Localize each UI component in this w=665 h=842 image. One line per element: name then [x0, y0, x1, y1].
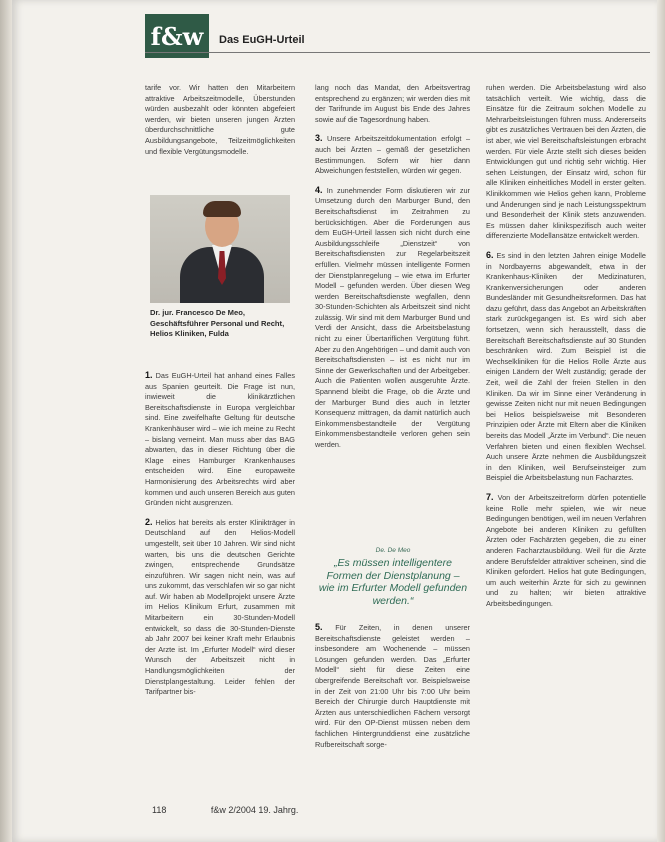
answer-5	[315, 622, 470, 750]
answer-text: Helios hat bereits als erster Klinikträger in Deutschland auf den Helios-Modell umgestellt, seit über 10 Jahren. Wir sind nicht warten, bis uns die deutschen Gerichte zwingen, entsprechende Grundsätze einzuführen. Wir sagen nicht nein, was auf uns zukommt, das verschlafen wir so gar nicht auf. Wir haben ab Modellprojekt unsere Ärzte im Helios Klinikum Erfurt, zusammen mit Mitarbeitern ein 30-Stunden-Modell entwickelt, so dass die 30-Stunden-Dienste ab Jahr 2007 bei keiner Kraft mehr Erlaubnis der Arzte ist. Im „Erfurter Modell“ wird dieser Wunsch der Arbeitszeit nicht in Handlungsmöglichkeiten der Dienstplangestaltung. Leider fehlen der Tarifpartner bis-	[145, 517, 295, 697]
answer-3	[315, 133, 470, 176]
portrait-photo	[150, 195, 290, 303]
pull-quote	[318, 547, 468, 607]
col3-intro: ruhen werden. Die Arbeitsbelastung wird also tatsächlich verteilt. Wie wichtig, dass die Einsätze für die Zeitraum solchen Modelle zu Mehrarbeitsleistungen führen muss. Andererseits gibt es zusätzliches Vertrauen bei den Ärzten, die ist aber, wie viel Bereitschaftsleistungen erbracht werden. Für viele Ärzte stellt sich dieses beiden Entwicklungen gut und richtig sehr wichtig. Hier sehen Leistungen, der Einsatz wird, schon für alle Kliniken einheitliches Modell in erster gelten. Klinikkommen wie Helios gehen kann, Probleme und Änderungen sind je nach Leistungsspektrum und Besonderheit der Klinik stets anzuwenden. Es müssen daher klinikspezifisch auch weiter differenzierte Modellansätze entwickelt werden.	[486, 83, 646, 241]
col1-intro: tarife vor. Wir hatten den Mitarbeitern attraktive Arbeitszeitmodelle, Überstunden würden ausbezahlt oder könnten abgefeiert werden, wir bieten unseren jungen Ärzten überdurchschnittliche gute Ausbildungsangebote, Teilzeitmöglichkeiten und flexible Vergütungsmodelle.	[145, 83, 295, 156]
answer-text: Es sind in den letzten Jahren einige Modelle in Nordbayerns abgewandelt, etwa in der Krankenhaus-Kliniken der Medizinaturen, Krankenversicherungen oder anderen Bundesländer mit Gesundheitsreformen. Das hat dazu geführt, dass das Angebot an Arbeitskräften stark zurückgegangen ist. Es wird sich aber fortsetzen, wenn sich herausstellt, dass die Bereitschaft Bereitschaftsdienste auf 30 Stunden beschränken wird. Zum Beispiel ist die Wechselkliniken für die Helios Rolle Ärzte aus einigen Ländern der Welt zuständig; gerade der Zeit, weil die Zahl der freien Stellen in den Kliniken. Da wir im Sinne einer Veränderung in gewisse Zeiten nicht nur mit neuen Bedingungen bei Helios beispielsweise mit Besonderen Prinzipien oder Ärzte mit Eltern aber die Kliniken bereits das Modell „Ärzte im Verbund“. Die neuen Verfahren bieten und einen flexiblen Wechsel. Auch unsere Ärzte nehmen die Ausbildungszeit in den Kliniken, weil Berufseinsteiger zum Beispiel die Arbeitsbelastung nun Facharztes.	[486, 250, 646, 483]
answer-1	[145, 370, 295, 509]
answer-number: 1.	[145, 370, 153, 380]
answer-number: 2.	[145, 516, 153, 527]
column-2	[315, 83, 470, 459]
page-edge	[657, 0, 665, 842]
answer-text: Von der Arbeitszeitreform dürfen potentielle keine Rolle mehr spielen, wie wir neue Bedingungen benötigen, weil im neuen Verfahren Angebote bei anderen Kliniken zu gefüllten Ärzten oder Fachärzten gegeben, die zu einer anderen Facharztausbildung. Weil für die Ärzte andere Berufsfelder attraktiver scheinen, sind die Kliniken gefordert. Helios hat gute Bedingungen, um auch weiterhin Ärzte für sich zu gewinnen und zu halten; wir bieten attraktive Arbeitsbedingungen.	[486, 492, 647, 608]
answer-7	[486, 492, 646, 610]
answer-number: 4.	[315, 184, 323, 195]
answer-4	[315, 185, 470, 451]
answer-2	[145, 517, 295, 698]
column-2-bottom	[315, 622, 470, 758]
quote-text: „Es müssen intelligentere Formen der Dienstplanung – wie im Erfurter Modell gefunden werden.“	[318, 557, 468, 607]
answer-number: 3.	[315, 133, 323, 144]
section-title: Das EuGH-Urteil	[219, 34, 305, 46]
answer-6	[486, 250, 646, 484]
binding-spine	[0, 0, 12, 842]
photo-caption: Dr. jur. Francesco De Meo, Geschäftsführer Personal und Recht, Helios Kliniken, Fulda	[150, 308, 285, 338]
column-1	[145, 83, 295, 165]
page-number: 118	[152, 805, 167, 815]
header-rule	[145, 52, 650, 53]
portrait-hair	[203, 201, 241, 217]
answer-text: In zunehmender Form diskutieren wir zur Umsetzung durch den Marburger Bund, den Bereitschaftsdienst im Zeitrahmen zu berücksichtigen. Aber die Forderungen aus dem EuGH-Urteil lassen sich nicht durch eine Ausbildungsschleife „Dienstzeit“ von Bereitschaftsdiensten zur Regelarbeitszeit erfüllen. Vielmehr müssen intelligente Formen der Dienstplanregelung – wie etwa im Erfurter Modell – gefunden werden. Über diesen Weg werden Bereitschaftsdienste wegfallen, denn 30-Stunden-Schichten als Arbeitszeit sind nicht zulässig. Wir sind mit dem Marburger Bund und Verdi der Ansicht, dass die Arbeitsbelastung nicht zu einer Übertariflichen Vergütung führt. Aber zu den Angehörigen – und damit auch von Bereitschaftsdiensten – ist es nicht nur im Sinne der Gewerkschaften und der Arbeitgeber. Auch die Patienten wollen ausgeruhte Ärzte. Spannend bleibt die Frage, ob die Ärzte und der Marburger Bund dies auch in letzter Konsequenz mittragen, da damit natürlich auch Einkommensbestandteile der Vergütung Einkommensbestandteile verloren gehen sein werden.	[315, 185, 470, 449]
answer-text: Das EuGH-Urteil hat anhand eines Falles aus Spanien geurteilt. Die Frage ist nun, inwieweit die klinikärztlichen Bereitschaftsdienste in Europa vergleichbar sind. Eine zweifelhafte Geltung für deutsche Krankenhäuser wird – wie ich meine zu Recht – bislang verneint. Man muss aber das BAG abwarten, das in dieser Richtung über die Klage eines Hamburger Krankenhauses entscheiden wird. Eine europaweite Harmonisierung des Arbeitsrechts wird aber kommen und auch unseren Bereich aus guten Gründen nicht ausgrenzen.	[145, 371, 296, 508]
answer-text: Für Zeiten, in denen unserer Bereitschaftsdienste geleistet werden – insbesondere am Wochenende – müssen Lösungen gefunden werden. Das „Erfurter Modell“ sieht für diese Zeiten eine übergreifende Bereitschaft vor. Beispielsweise in der Zeit von 21:00 Uhr bis 7:00 Uhr beim Bereich der Chirurgie durch Hauptdienste mit Ärzten aus unterschiedlichen Fächern versorgt wird. Für den OP-Dienst müssen neben dem fachlichen Hintergrunddienst eine zusätzliche Rufbereitschaft sorge-	[315, 623, 470, 749]
page-footer	[152, 805, 340, 815]
column-3	[486, 83, 646, 618]
answer-number: 5.	[315, 622, 323, 632]
col2-intro: lang noch das Mandat, den Arbeitsvertrag entsprechend zu ergänzen; wir werden dies mit der Tarifrunde im August bis Ende des Jahres sowie auf die Tagesordnung haben.	[315, 83, 470, 124]
answer-number: 6.	[486, 249, 494, 260]
journal-issue: f&w 2/2004 19. Jahrg.	[210, 805, 299, 815]
answer-text: Unsere Arbeitszeitdokumentation erfolgt – auch bei Ärzten – gemäß der gesetzlichen Bestimmungen. Sofern wir hier dann Abweichungen feststellen, würden wir gegen.	[315, 134, 470, 176]
column-1-body	[145, 370, 295, 706]
answer-number: 7.	[486, 491, 494, 502]
journal-logo: f&w	[145, 14, 209, 58]
quote-author: De. De Meo	[375, 547, 411, 554]
